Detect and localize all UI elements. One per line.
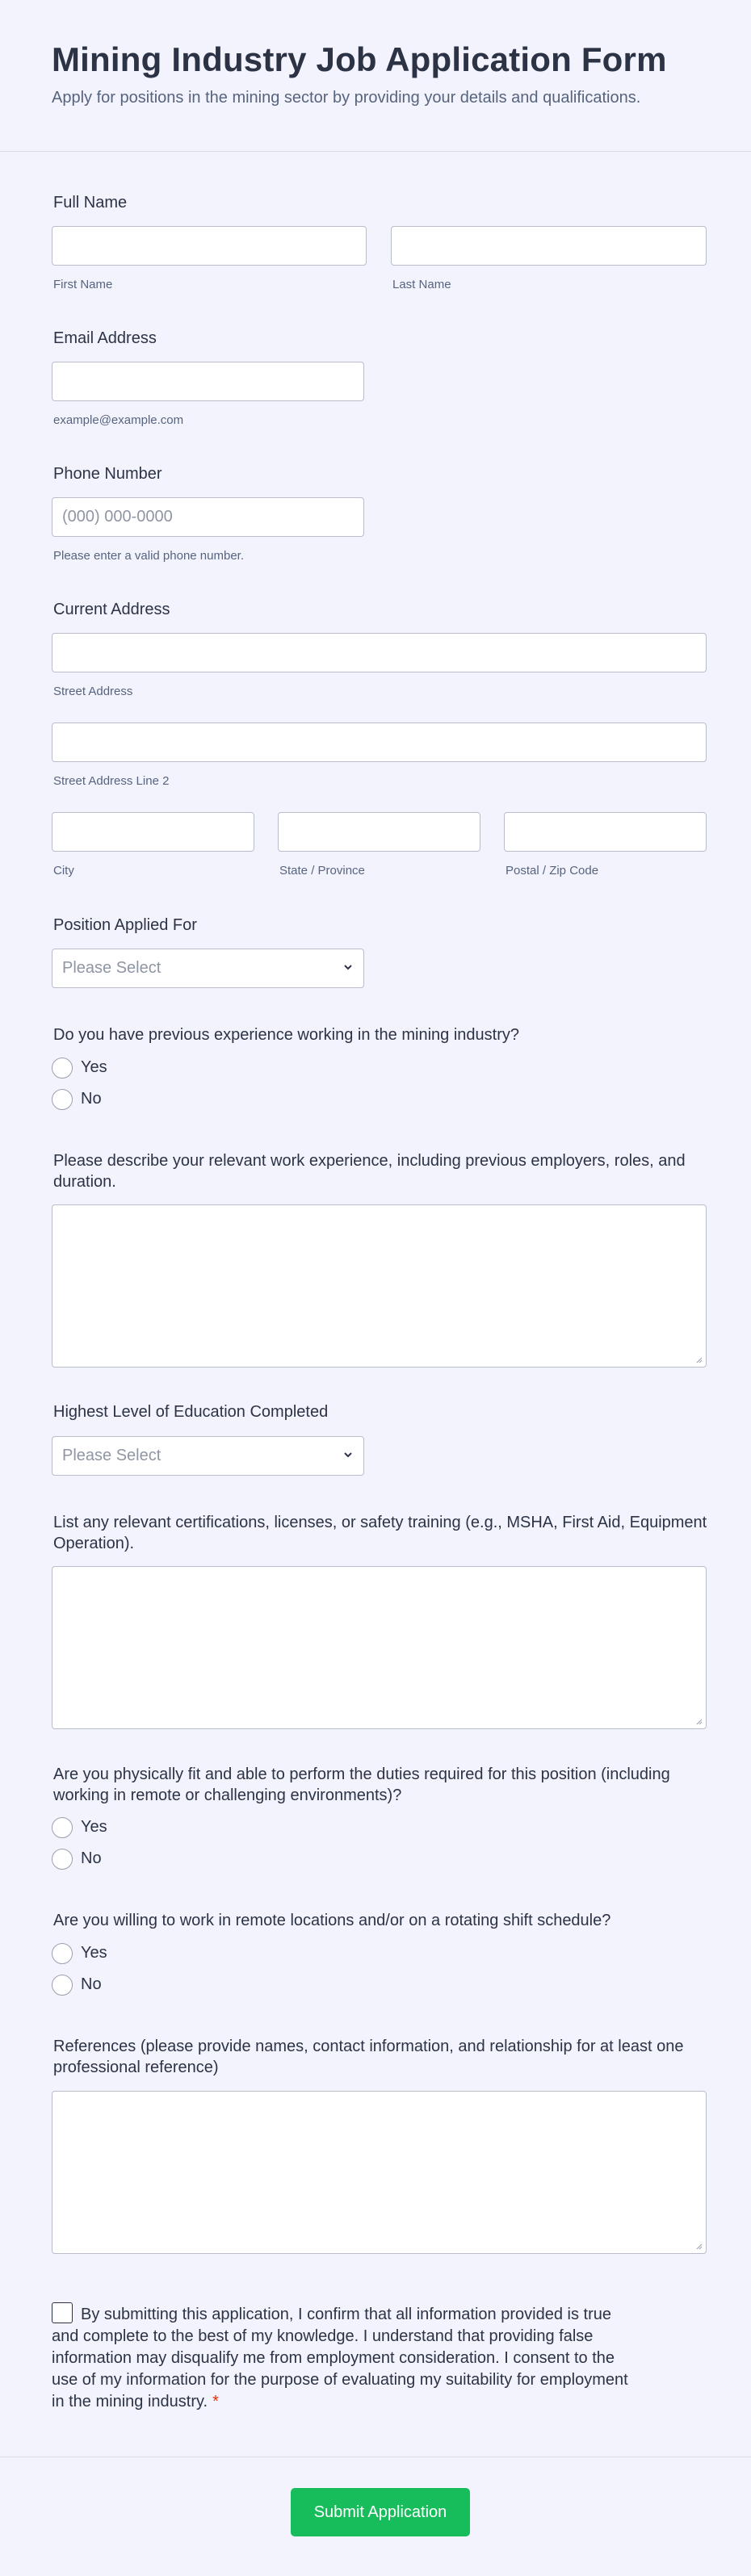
experience-yes-radio[interactable] xyxy=(52,1057,213,1081)
street-address-line2-sublabel: Street Address Line 2 xyxy=(53,774,170,788)
position-select[interactable] xyxy=(52,949,364,988)
education-label: Highest Level of Education Completed xyxy=(53,1403,329,1421)
education-select[interactable] xyxy=(52,1436,364,1476)
street-address-sublabel: Street Address xyxy=(53,685,133,698)
fitness-no-radio[interactable] xyxy=(52,1848,213,1872)
phone-label: Phone Number xyxy=(53,465,162,483)
fitness-yes-radio[interactable] xyxy=(52,1816,213,1841)
radio-circle-icon xyxy=(52,1817,73,1838)
chevron-down-icon xyxy=(342,1449,354,1460)
first-name-input[interactable] xyxy=(52,226,367,266)
radio-circle-icon xyxy=(52,1975,73,1996)
resize-grip-icon[interactable] xyxy=(694,1355,703,1363)
last-name-sublabel: Last Name xyxy=(392,278,451,291)
experience-no-label: No xyxy=(81,1090,102,1108)
position-label: Position Applied For xyxy=(53,916,197,934)
education-placeholder: Please Select xyxy=(62,1447,162,1464)
experience-no-radio[interactable] xyxy=(52,1088,213,1112)
radio-circle-icon xyxy=(52,1089,73,1110)
fitness-yes-label: Yes xyxy=(81,1818,107,1836)
email-input[interactable] xyxy=(52,362,364,401)
submit-button[interactable]: Submit Application xyxy=(291,2488,470,2536)
remote-yes-label: Yes xyxy=(81,1944,107,1962)
first-name-sublabel: First Name xyxy=(53,278,113,291)
position-placeholder: Please Select xyxy=(62,959,162,977)
remote-question-label: Are you willing to work in remote locations and/or on a rotating shift schedule? xyxy=(53,1912,611,1929)
experience-question-label: Do you have previous experience working in the mining industry? xyxy=(53,1026,519,1044)
remote-no-radio[interactable] xyxy=(52,1974,213,1998)
resize-grip-icon[interactable] xyxy=(694,2242,703,2250)
chevron-down-icon xyxy=(342,961,354,973)
references-textarea[interactable] xyxy=(52,2091,707,2254)
resize-grip-icon[interactable] xyxy=(694,1717,703,1725)
work-experience-textarea[interactable] xyxy=(52,1204,707,1368)
radio-circle-icon xyxy=(52,1943,73,1964)
experience-yes-label: Yes xyxy=(81,1058,107,1076)
email-sublabel: example@example.com xyxy=(53,413,184,427)
city-input[interactable] xyxy=(52,812,254,852)
email-label: Email Address xyxy=(53,329,157,347)
zip-input[interactable] xyxy=(504,812,707,852)
radio-circle-icon xyxy=(52,1849,73,1870)
radio-circle-icon xyxy=(52,1058,73,1079)
remote-yes-radio[interactable] xyxy=(52,1942,213,1967)
zip-sublabel: Postal / Zip Code xyxy=(506,864,599,878)
consent-text: By submitting this application, I confirm that all information provided is true and complete to the best of my knowledge. I understand that providing false information may disqualify me from employment consideration. I consent to the use of my information for the purpose of evaluating my suitability for employment in the mining industry. xyxy=(52,2306,628,2411)
fitness-no-label: No xyxy=(81,1849,102,1867)
certifications-label: List any relevant certifications, licenses, or safety training (e.g., MSHA, First Aid, Equipment Operation). xyxy=(53,1514,707,1552)
phone-placeholder: (000) 000-0000 xyxy=(62,508,173,526)
remote-no-label: No xyxy=(81,1975,102,1993)
form-subtitle: Apply for positions in the mining sector by providing your details and qualifications. xyxy=(52,89,641,107)
city-sublabel: City xyxy=(53,864,74,878)
consent-checkbox[interactable] xyxy=(52,2302,73,2323)
work-experience-label: Please describe your relevant work experience, including previous employers, roles, and duration. xyxy=(53,1152,686,1191)
full-name-label: Full Name xyxy=(53,194,128,212)
street-address-input[interactable] xyxy=(52,633,707,672)
required-mark: * xyxy=(212,2393,219,2411)
form-title: Mining Industry Job Application Form xyxy=(52,40,667,78)
phone-sublabel: Please enter a valid phone number. xyxy=(53,549,244,563)
street-address-line2-input[interactable] xyxy=(52,723,707,762)
consent-block xyxy=(52,2302,633,2413)
references-label: References (please provide names, contact information, and relationship for at least one professional reference) xyxy=(53,2038,684,2076)
address-label: Current Address xyxy=(53,601,170,618)
phone-input[interactable] xyxy=(52,497,364,537)
state-sublabel: State / Province xyxy=(279,864,365,878)
form-header xyxy=(0,0,751,152)
fitness-question-label: Are you physically fit and able to perform the duties required for this position (including working in remote or challenging environments)? xyxy=(53,1766,670,1804)
state-input[interactable] xyxy=(278,812,480,852)
certifications-textarea[interactable] xyxy=(52,1566,707,1729)
last-name-input[interactable] xyxy=(391,226,707,266)
